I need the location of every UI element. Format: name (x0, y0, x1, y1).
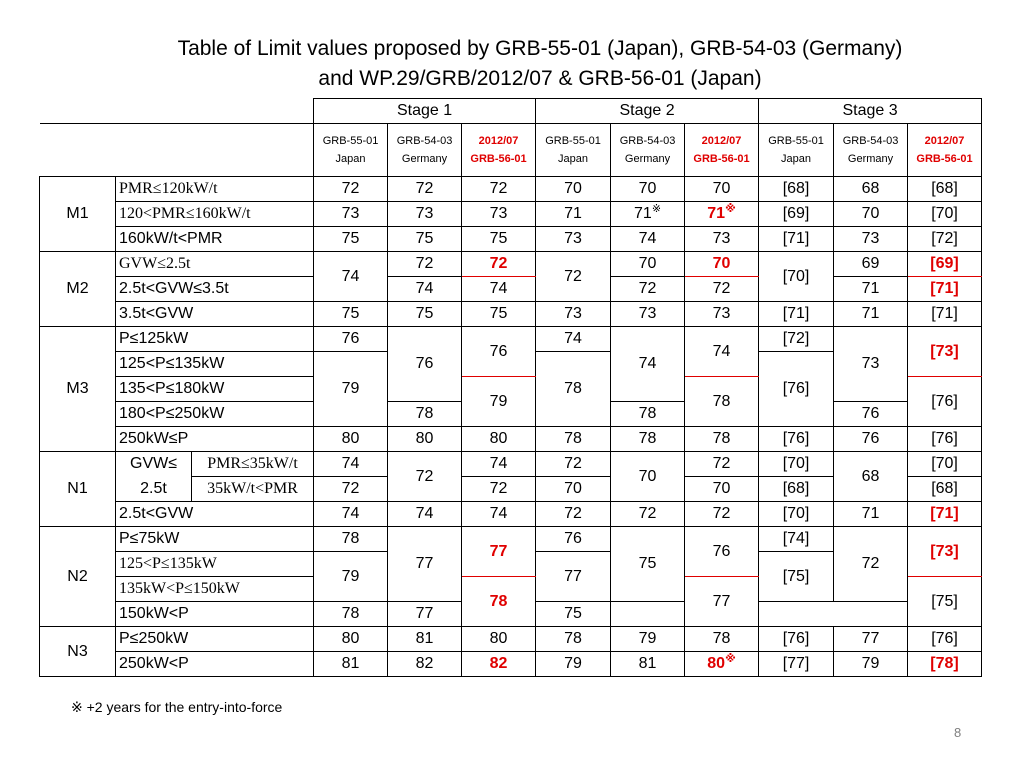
value-cell: 72 (314, 177, 388, 202)
value-cell: [76] (908, 377, 982, 427)
value-cell: [70] (908, 202, 982, 227)
row-label: 250kW<P (116, 652, 314, 677)
value-cell: 79 (314, 552, 388, 602)
table-row (40, 302, 982, 327)
value-cell: 72 (685, 277, 759, 302)
row-label: 135<P≤180kW (116, 377, 314, 402)
value-cell: [70] (759, 452, 834, 477)
group-label-n2: N2 (40, 527, 116, 627)
value-cell: [77] (759, 652, 834, 677)
footnote: ※ +2 years for the entry-into-force (71, 699, 283, 715)
value-cell: 79 (611, 627, 685, 652)
value-cell: 77 (388, 602, 462, 627)
value-cell: 72 (536, 452, 611, 477)
value-cell: 76 (685, 527, 759, 577)
value-cell: [76] (759, 627, 834, 652)
value-cell: 74 (611, 227, 685, 252)
row-label: 150kW<P (116, 602, 314, 627)
row-label: 135kW<P≤150kW (116, 577, 314, 602)
table-row (40, 252, 982, 277)
value-cell-marked: 71※ (611, 202, 685, 227)
value-cell: 73 (388, 202, 462, 227)
value-cell: 72 (834, 527, 908, 602)
value-cell: 78 (685, 377, 759, 427)
value-cell: 76 (314, 327, 388, 352)
title-line-1: Table of Limit values proposed by GRB-55-01 (Japan), GRB-54-03 (Germany) (177, 37, 903, 60)
value-cell: 73 (834, 327, 908, 402)
table-row (40, 202, 982, 227)
source-header: GRB-55-01 Japan (314, 124, 388, 177)
value-cell: 70 (536, 177, 611, 202)
page-number: 8 (954, 725, 962, 740)
value-cell: 78 (314, 527, 388, 552)
row-label: PMR≤35kW/t (192, 452, 314, 477)
value-cell: [76] (759, 427, 834, 452)
value-cell: [71] (759, 302, 834, 327)
value-cell: 72 (685, 502, 759, 527)
value-cell: [75] (908, 577, 982, 627)
value-cell: 73 (536, 302, 611, 327)
value-cell: 78 (611, 402, 685, 427)
footnote-mark: ※ (725, 203, 736, 215)
value-cell: 79 (314, 352, 388, 427)
value-cell: 78 (388, 402, 462, 427)
value-cell: 75 (536, 602, 611, 627)
value-cell: 79 (834, 652, 908, 677)
limit-values-table (39, 98, 982, 677)
stage-header: Stage 1 (314, 99, 536, 124)
header-blank (40, 124, 314, 177)
value-cell: 72 (388, 452, 462, 502)
row-label: 160kW/t<PMR (116, 227, 314, 252)
value-cell: [69] (908, 252, 982, 277)
value-cell: 76 (536, 527, 611, 552)
footnote-mark: ※ (651, 203, 662, 215)
table-row (40, 627, 982, 652)
value-cell: 74 (462, 277, 536, 302)
table-row (40, 427, 982, 452)
header-blank (40, 99, 314, 124)
value-cell: [71] (759, 227, 834, 252)
value-cell: 79 (536, 652, 611, 677)
value-cell: 68 (834, 177, 908, 202)
table-row (40, 177, 982, 202)
value-cell-marked: 80※ (685, 652, 759, 677)
value-cell: 72 (462, 477, 536, 502)
value-cell: 81 (611, 652, 685, 677)
value-cell-marked: 71※ (685, 202, 759, 227)
value-cell: 73 (685, 302, 759, 327)
value-cell: 77 (388, 527, 462, 602)
value-cell: 79 (462, 377, 536, 427)
value-cell: 78 (536, 352, 611, 427)
value-cell: 73 (462, 202, 536, 227)
value-cell: [71] (908, 502, 982, 527)
value-cell: [68] (908, 477, 982, 502)
value-cell: 70 (834, 202, 908, 227)
value-cell: 74 (462, 502, 536, 527)
value-cell: 80 (462, 627, 536, 652)
value-cell: 70 (685, 177, 759, 202)
value-cell: 76 (834, 427, 908, 452)
value-cell: 72 (611, 502, 685, 527)
row-label: P≤75kW (116, 527, 314, 552)
row-label: 180<P≤250kW (116, 402, 314, 427)
value-cell: 74 (685, 327, 759, 377)
source-header: GRB-55-01 Japan (536, 124, 611, 177)
value-cell: 72 (388, 252, 462, 277)
value-cell: [73] (908, 527, 982, 577)
value-cell: 70 (685, 252, 759, 277)
value-cell: 73 (536, 227, 611, 252)
value-cell: 70 (611, 177, 685, 202)
value-cell: 72 (314, 477, 388, 502)
value-cell: [74] (759, 527, 834, 552)
value-cell: [68] (759, 177, 834, 202)
value-cell: 70 (611, 452, 685, 502)
value-cell: 72 (462, 177, 536, 202)
row-label: PMR≤120kW/t (116, 177, 314, 202)
value-cell: 71 (834, 277, 908, 302)
value-cell: 75 (462, 302, 536, 327)
row-label: 250kW≤P (116, 427, 314, 452)
title-line-2: and WP.29/GRB/2012/07 & GRB-56-01 (Japan) (318, 67, 762, 90)
value-cell: [72] (759, 327, 834, 352)
value-cell: 76 (834, 402, 908, 427)
value-cell: 76 (462, 327, 536, 377)
value-cell: 72 (536, 502, 611, 527)
value-cell: 71 (834, 502, 908, 527)
table-row (40, 452, 982, 477)
value-cell: 78 (462, 577, 536, 627)
row-label: 125<P≤135kW (116, 352, 314, 377)
value-cell: [76] (908, 627, 982, 652)
group-label-m3: M3 (40, 327, 116, 452)
value-cell: 74 (536, 327, 611, 352)
value-cell: [68] (759, 477, 834, 502)
row-label: 2.5t<GVW (116, 502, 314, 527)
value-cell: 73 (834, 227, 908, 252)
row-label: 125<P≤135kW (116, 552, 314, 577)
value-cell: 70 (685, 477, 759, 502)
value-cell: 73 (314, 202, 388, 227)
value-cell: [73] (908, 327, 982, 377)
value-cell: 72 (462, 252, 536, 277)
table-row (40, 327, 982, 352)
row-label: 2.5t<GVW≤3.5t (116, 277, 314, 302)
value-cell: [72] (908, 227, 982, 252)
value-cell: 80 (314, 627, 388, 652)
value-cell: 74 (314, 452, 388, 477)
value-cell: 75 (314, 227, 388, 252)
row-sublabel: 2.5t (116, 477, 192, 502)
page-title (0, 34, 1024, 94)
table-row (40, 652, 982, 677)
value-cell: [76] (908, 427, 982, 452)
group-label-n3: N3 (40, 627, 116, 677)
row-label: P≤125kW (116, 327, 314, 352)
value-cell: 78 (314, 602, 388, 627)
value-cell: 75 (611, 527, 685, 602)
value-cell: 73 (685, 227, 759, 252)
value-cell: 78 (536, 427, 611, 452)
row-label: GVW≤2.5t (116, 252, 314, 277)
value-cell: 75 (388, 302, 462, 327)
value-cell: [71] (908, 277, 982, 302)
value-cell: 80 (462, 427, 536, 452)
value-cell: [76] (759, 352, 834, 427)
value-cell: 74 (611, 327, 685, 402)
value-cell: 78 (536, 627, 611, 652)
value-cell: [69] (759, 202, 834, 227)
value-cell: 80 (314, 427, 388, 452)
value-cell: 78 (685, 627, 759, 652)
source-header: GRB-54-03 Germany (834, 124, 908, 177)
value-cell: 69 (834, 252, 908, 277)
group-label-m1: M1 (40, 177, 116, 252)
row-label: 120<PMR≤160kW/t (116, 202, 314, 227)
value-cell: 81 (388, 627, 462, 652)
value-cell: [68] (908, 177, 982, 202)
header-row-sources (40, 124, 982, 177)
row-label: 3.5t<GVW (116, 302, 314, 327)
value-cell: 75 (314, 302, 388, 327)
source-header: GRB-55-01 Japan (759, 124, 834, 177)
value-cell: 77 (462, 527, 536, 577)
value-cell: 77 (685, 577, 759, 627)
value-cell: 78 (611, 427, 685, 452)
value-cell: 75 (388, 227, 462, 252)
value-cell: [71] (908, 302, 982, 327)
source-header: GRB-54-03 Germany (388, 124, 462, 177)
value-cell: 72 (611, 277, 685, 302)
table-row (40, 527, 982, 552)
value-cell: [70] (908, 452, 982, 477)
table-row (40, 277, 982, 302)
value-cell: 76 (388, 327, 462, 402)
value-cell: [78] (908, 652, 982, 677)
value-cell: [75] (759, 552, 834, 602)
source-header: 2012/07 GRB-56-01 (908, 124, 982, 177)
group-label-n1: N1 (40, 452, 116, 527)
source-header: GRB-54-03 Germany (611, 124, 685, 177)
value-cell: 71 (536, 202, 611, 227)
value-cell: 75 (462, 227, 536, 252)
value-cell: 82 (388, 652, 462, 677)
source-header: 2012/07 GRB-56-01 (462, 124, 536, 177)
value-cell: [70] (759, 502, 834, 527)
value-cell: 73 (611, 302, 685, 327)
header-row-stages (40, 99, 982, 124)
value-cell: 77 (834, 627, 908, 652)
value-cell: 68 (834, 452, 908, 502)
value-cell: 77 (536, 552, 611, 602)
footnote-mark: ※ (725, 653, 736, 665)
value-cell: 72 (685, 452, 759, 477)
value-cell: 81 (314, 652, 388, 677)
value-cell: 72 (388, 177, 462, 202)
table-row (40, 502, 982, 527)
row-label: 35kW/t<PMR (192, 477, 314, 502)
stage-header: Stage 3 (759, 99, 982, 124)
value-cell: 72 (536, 252, 611, 302)
source-header: 2012/07 GRB-56-01 (685, 124, 759, 177)
group-label-m2: M2 (40, 252, 116, 327)
table-row (40, 227, 982, 252)
stage-header: Stage 2 (536, 99, 759, 124)
value-cell: [70] (759, 252, 834, 302)
value-cell: 82 (462, 652, 536, 677)
value-cell: 74 (388, 277, 462, 302)
value-cell: 70 (536, 477, 611, 502)
row-sublabel: GVW≤ (116, 452, 192, 477)
value-cell: 71 (834, 302, 908, 327)
value-cell: 70 (611, 252, 685, 277)
value-cell: 78 (685, 427, 759, 452)
value-cell: 74 (314, 252, 388, 302)
value-cell: 80 (388, 427, 462, 452)
value-cell: 74 (314, 502, 388, 527)
value-cell: 74 (388, 502, 462, 527)
value-cell: 74 (462, 452, 536, 477)
row-label: P≤250kW (116, 627, 314, 652)
